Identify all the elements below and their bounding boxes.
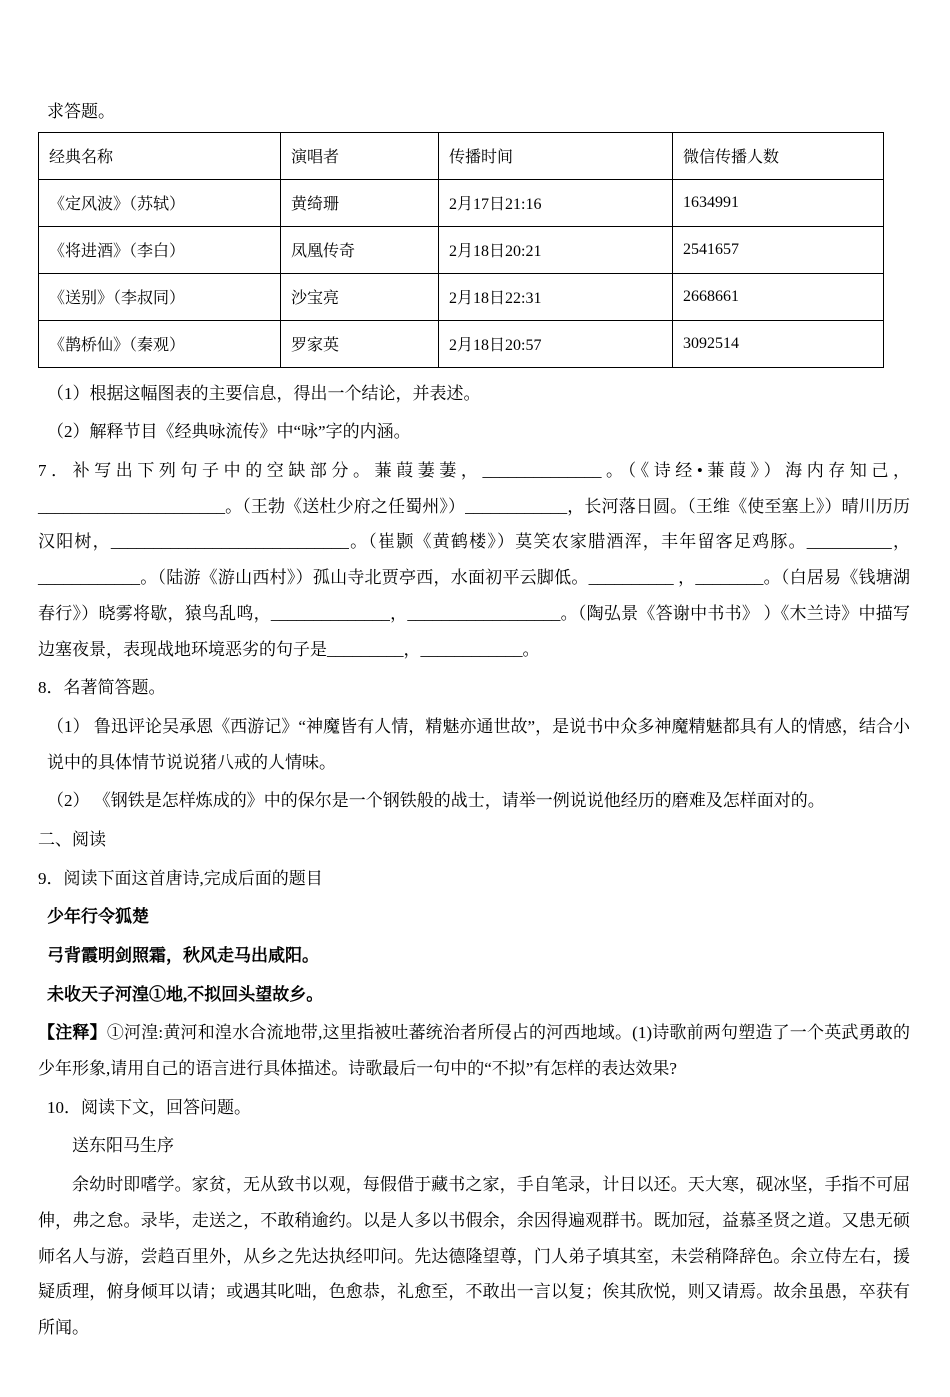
table-header-row [39, 132, 884, 179]
q9-note [38, 1015, 910, 1086]
section-2-heading: 二、阅读 [38, 829, 106, 849]
table-header-cell: 演唱者 [281, 132, 439, 179]
table-cell: 2月18日20:57 [439, 320, 673, 367]
table-cell: 罗家英 [281, 320, 439, 367]
q9-poem-line1: 弓背霞明剑照霜，秋风走马出咸阳。 [47, 946, 319, 965]
q7-text: 7．补写出下列句子中的空缺部分。蒹葭萋萋，______________。（《诗经•蒹葭》）海内存知己，______________________。（王勃《送杜少府之任蜀州》）____________，长河落日圆。（王维《使至塞上》）晴川历历汉阳树，____________________________。（崔颢《黄鹤楼》）莫笑农家腊酒浑，丰年留客足鸡豚。__________，____________。（陆游《游山西村》）孤山寺北贾亭西，水面初平云脚低。__________ ，________。（白居易《钱塘湖春行》）晓雾将歇，猿鸟乱鸣，______________，__________________。（陶弘景《答谢中书书》 ）《木兰诗》中描写边塞夜景，表现战地环境恶劣的句子是_________，____________。 [38, 461, 910, 659]
table-cell: 2月18日22:31 [439, 273, 673, 320]
table-cell: 《将进酒》（李白） [39, 226, 281, 273]
table-cell: 《鹊桥仙》（秦观） [39, 320, 281, 367]
table-cell: 《送别》（李叔同） [39, 273, 281, 320]
q10-passage: 余幼时即嗜学。家贫，无从致书以观，每假借于藏书之家，手自笔录，计日以还。天大寒，砚冰坚，手指不可屈伸，弗之怠。录毕，走送之，不敢稍逾约。以是人多以书假余，余因得遍观群书。既加冠，益慕圣贤之道。又患无硕师名人与游，尝趋百里外，从乡之先达执经叩问。先达德隆望尊，门人弟子填其室，未尝稍降辞色。余立侍左右，援疑质理，俯身倾耳以请；或遇其叱咄，色愈恭，礼愈至，不敢出一言以复；俟其欣悦，则又请焉。故余虽愚，卒获有所闻。 [38, 1175, 910, 1337]
q8-sub1: （1） 鲁迅评论吴承恩《西游记》“神魔皆有人情，精魅亦通世故”，是说书中众多神魔精魅都具有人的情感，结合小说中的具体情节说说猪八戒的人情味。 [47, 716, 910, 772]
table-header-cell: 传播时间 [439, 132, 673, 179]
table-cell: 2月18日20:21 [439, 226, 673, 273]
table-header-cell: 经典名称 [39, 132, 281, 179]
table-row [39, 226, 884, 273]
table-cell: 1634991 [673, 179, 884, 226]
q9-poem-line2: 未收天子河湟①地,不拟回头望故乡。 [47, 984, 324, 1004]
program-table [38, 132, 884, 368]
table-cell: 沙宝亮 [281, 273, 439, 320]
table-cell: 2668661 [673, 273, 884, 320]
q6-sub1: （1）根据这幅图表的主要信息，得出一个结论，并表述。 [47, 383, 481, 403]
q9-poem-title: 少年行令狐楚 [47, 907, 149, 927]
q9-stem: 9．阅读下面这首唐诗,完成后面的题目 [38, 868, 323, 888]
note-text: ①河湟:黄河和湟水合流地带,这里指被吐蕃统治者所侵占的河西地域。(1)诗歌前两句塑造了一个英武勇敢的少年形象,请用自己的语言进行具体描述。诗歌最后一句中的“不拟”有怎样的表达效果? [38, 1023, 911, 1079]
table-header-cell: 微信传播人数 [673, 132, 884, 179]
table-row [39, 179, 884, 226]
q8-title: 8．名著简答题。 [38, 678, 166, 698]
q6-sub2: （2）解释节目《经典咏流传》中“咏”字的内涵。 [47, 422, 411, 442]
table-row [39, 273, 884, 320]
note-label: 【注释】 [38, 1023, 107, 1043]
q8-sub2: （2） 《钢铁是怎样炼成的》中的保尔是一个钢铁般的战士，请举一例说说他经历的磨难及怎样面对的。 [47, 791, 825, 811]
table-cell: 黄绮珊 [281, 179, 439, 226]
intro-text: 求答题。 [47, 102, 115, 121]
table-cell: 《定风波》（苏轼） [39, 179, 281, 226]
table-row [39, 320, 884, 367]
q10-stem: 10．阅读下文，回答问题。 [47, 1097, 251, 1117]
table-cell: 3092514 [673, 320, 884, 367]
q10-passage-title: 送东阳马生序 [72, 1136, 174, 1156]
table-cell: 2月17日21:16 [439, 179, 673, 226]
table-cell: 凤凰传奇 [281, 226, 439, 273]
table-cell: 2541657 [673, 226, 884, 273]
